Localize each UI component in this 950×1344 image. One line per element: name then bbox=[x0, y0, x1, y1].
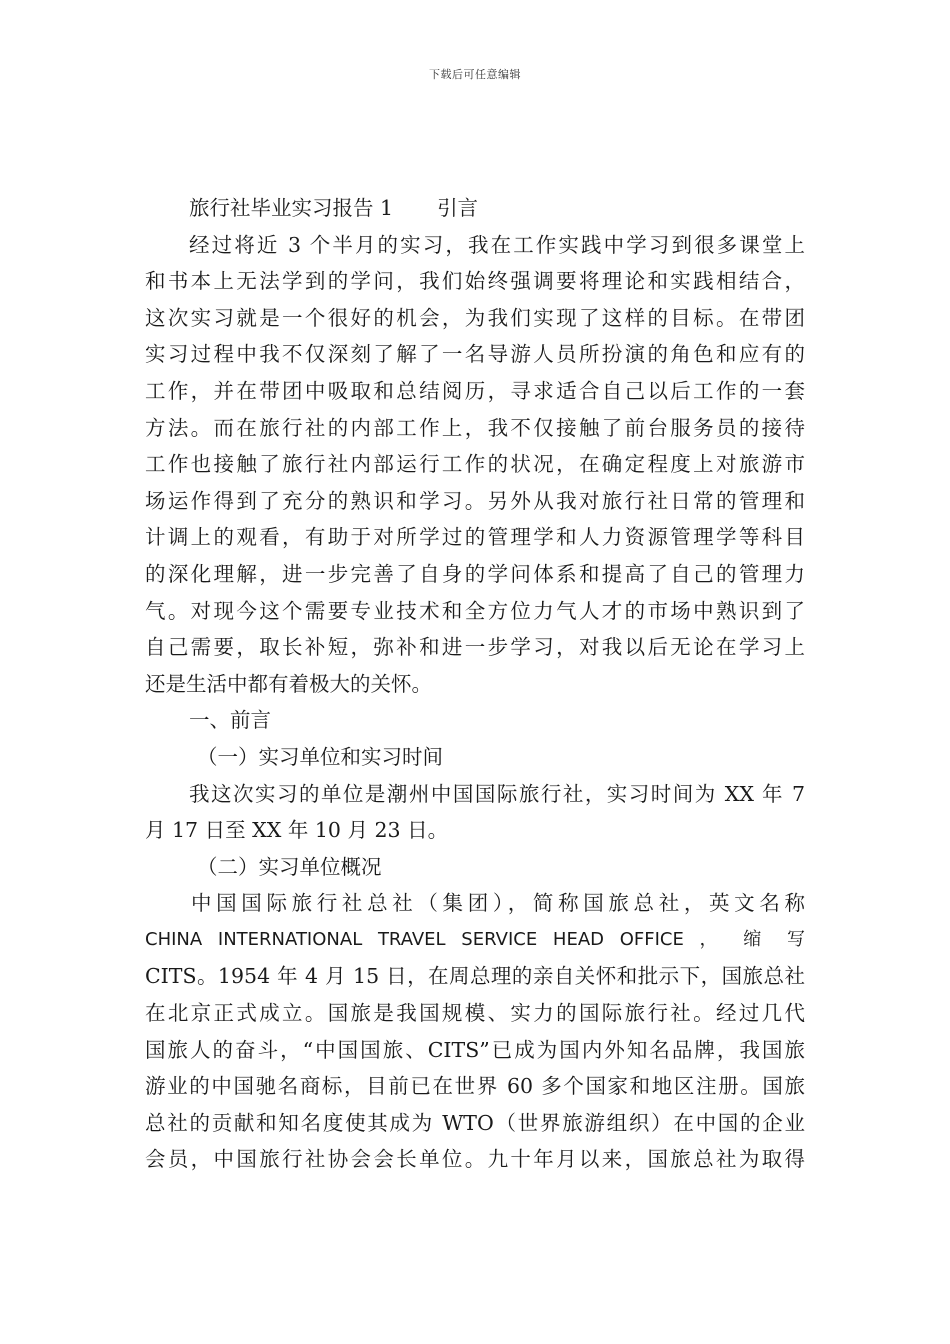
paragraph-line: 经过将近 3 个半月的实习，我在工作实践中学习到很多课堂上 bbox=[189, 232, 805, 257]
paragraph-line: 总社的贡献和知名度使其成为 WTO（世界旅游组织）在中国的企业 bbox=[145, 1110, 805, 1135]
section-heading: 一、前言 bbox=[189, 708, 271, 733]
paragraph-line: 还是生活中都有着极大的关怀。 bbox=[145, 671, 432, 696]
paragraph-line: 我这次实习的单位是潮州中国国际旅行社，实习时间为 XX 年 7 bbox=[189, 781, 805, 806]
paragraph-line: 方法。而在旅行社的内部工作上，我不仅接触了前台服务员的接待 bbox=[145, 415, 805, 440]
paragraph-line-latin: CHINA INTERNATIONAL TRAVEL SERVICE HEAD OFFICE ， 缩 写 bbox=[145, 928, 805, 950]
paragraph-line: 实习过程中我不仅深刻了解了一名导游人员所扮演的角色和应有的 bbox=[145, 342, 805, 367]
paragraph-line: 月 17 日至 XX 年 10 月 23 日。 bbox=[145, 818, 449, 843]
paragraph-line: 的深化理解，进一步完善了自身的学问体系和提高了自己的管理力 bbox=[145, 561, 805, 586]
header-note: 下载后可任意编辑 bbox=[429, 68, 521, 81]
paragraph-line: 计调上的观看，有助于对所学过的管理学和人力资源管理学等科目 bbox=[145, 525, 805, 550]
paragraph-line: 会员，中国旅行社协会会长单位。九十年月以来，国旅总社为取得 bbox=[145, 1147, 805, 1172]
paragraph-line: 中国国际旅行社总社（集团），简称国旅总社，英文名称 bbox=[191, 891, 805, 916]
paragraph-line: 气。对现今这个需要专业技术和全方位力气人才的市场中熟识到了 bbox=[145, 598, 805, 623]
paragraph-line: 游业的中国驰名商标，目前已在世界 60 多个国家和地区注册。国旅 bbox=[145, 1074, 805, 1099]
paragraph-line: 工作也接触了旅行社内部运行工作的状况，在确定程度上对旅游市 bbox=[145, 452, 805, 477]
paragraph-line: 在北京正式成立。国旅是我国规模、实力的国际旅行社。经过几代 bbox=[145, 1001, 805, 1026]
paragraph-line: 自己需要，取长补短，弥补和进一步学习，对我以后无论在学习上 bbox=[145, 635, 805, 660]
document-body bbox=[145, 190, 805, 1178]
report-title-line bbox=[145, 190, 805, 227]
paragraph-line: 国旅人的奋斗，“中国国旅、CITS”已成为国内外知名品牌，我国旅 bbox=[145, 1037, 805, 1062]
paragraph-line: 这次实习就是一个很好的机会，为我们实现了这样的目标。在带团 bbox=[145, 305, 805, 330]
paragraph-line: 和书本上无法学到的学问，我们始终强调要将理论和实践相结合， bbox=[145, 269, 805, 294]
report-title: 旅行社毕业实习报告 1 bbox=[189, 196, 394, 220]
report-subtitle: 引言 bbox=[437, 196, 479, 220]
paragraph-line: CITS。1954 年 4 月 15 日，在周总理的亲自关怀和批示下，国旅总社 bbox=[145, 964, 805, 989]
subsection-heading: （二）实习单位概况 bbox=[197, 854, 382, 879]
paragraph-line: 工作，并在带团中吸取和总结阅历，寻求适合自己以后工作的一套 bbox=[145, 378, 805, 403]
subsection-heading: （一）实习单位和实习时间 bbox=[197, 744, 443, 769]
paragraph-line: 场运作得到了充分的熟识和学习。另外从我对旅行社日常的管理和 bbox=[145, 488, 805, 513]
